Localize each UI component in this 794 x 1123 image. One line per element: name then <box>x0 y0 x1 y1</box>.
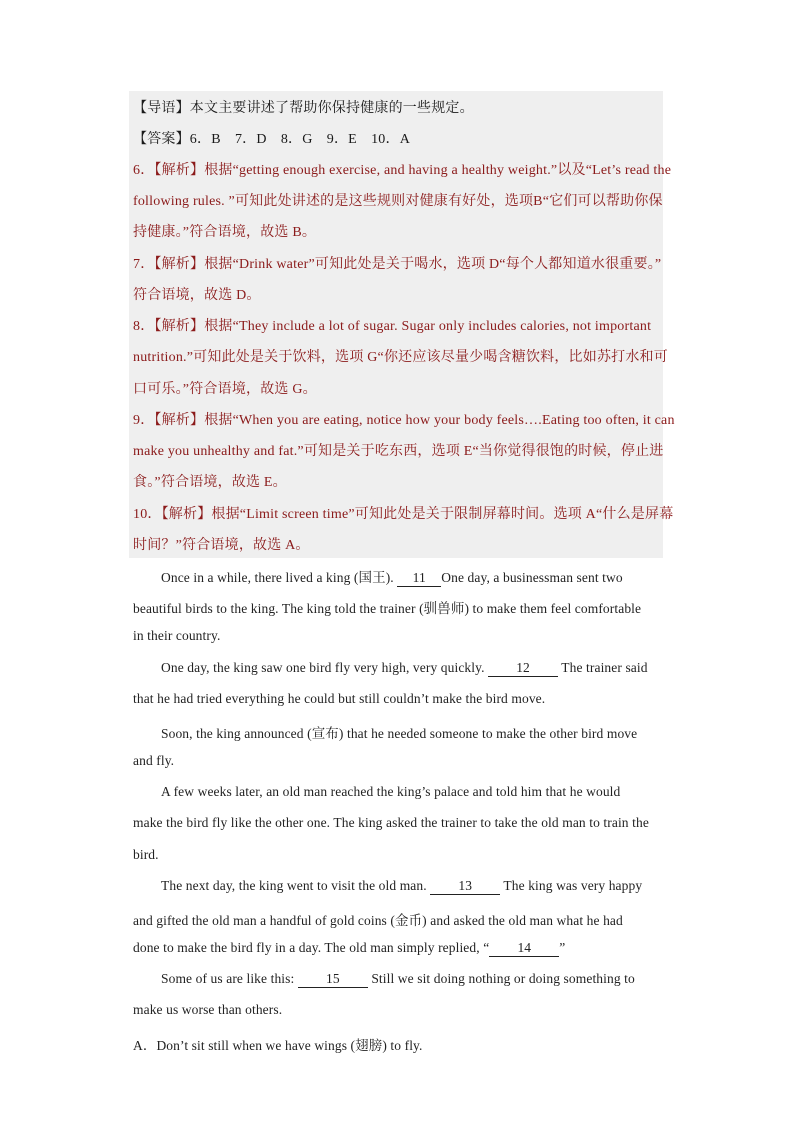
passage-text: Still we sit doing nothing or doing something to <box>367 971 635 986</box>
passage-text: One day, the king saw one bird fly very high, very quickly. <box>161 660 489 675</box>
passage-p6-line-2: make us worse than others. <box>133 1002 283 1017</box>
explanation-9-line-3: 食。”符合语境，故选 E。 <box>133 475 287 490</box>
passage-p3-line-1: Soon, the king announced (宣布) that he needed someone to make the other bird move <box>161 726 638 741</box>
explanation-8-line-1: 8．【解析】根据“They include a lot of sugar. Sugar only includes calories, not important <box>133 319 652 334</box>
option-a: A．Don’t sit still when we have wings (翅膀) to fly. <box>133 1038 423 1053</box>
passage-text: The trainer said <box>558 660 648 675</box>
explanation-8-line-3: 口可乐。”符合语境，故选 G。 <box>133 382 317 397</box>
passage-p6-line-1 <box>161 971 635 988</box>
passage-p2-line-2: that he had tried everything he could but still couldn’t make the bird move. <box>133 691 546 706</box>
blank-12[interactable]: 12 <box>488 660 558 677</box>
passage-text: The next day, the king went to visit the old man. <box>161 878 431 893</box>
explanation-6-line-2: following rules. ”可知此处讲述的是这些规则对健康有好处，选项B“它们可以帮助你保 <box>133 194 663 209</box>
passage-p4-line-3: bird. <box>133 847 159 862</box>
passage-p1-line-1 <box>161 566 623 587</box>
explanation-6-line-3: 持健康。”符合语境，故选 B。 <box>133 225 317 240</box>
explanation-9-line-1: 9．【解析】根据“When you are eating, notice how your body feels….Eating too often, it can <box>133 413 675 428</box>
passage-p4-line-2: make the bird fly like the other one. The king asked the trainer to take the old man to train the <box>133 815 649 830</box>
passage-p1-line-2: beautiful birds to the king. The king told the trainer (驯兽师) to make them feel comfortable <box>133 601 642 616</box>
answer-line: 【答案】6．B 7．D 8．G 9．E 10．A <box>133 132 411 147</box>
explanation-7-line-1: 7．【解析】根据“Drink water”可知此处是关于喝水，选项 D“每个人都知道水很重要。” <box>133 257 662 272</box>
passage-p5-line-2: and gifted the old man a handful of gold coins (金币) and asked the old man what he had <box>133 913 623 928</box>
passage-p3-line-2: and fly. <box>133 753 175 768</box>
explanation-6-line-1: 6．【解析】根据“getting enough exercise, and having a healthy weight.”以及“Let’s read the <box>133 163 672 178</box>
passage-text: Once in a while, there lived a king (国王). <box>161 570 398 585</box>
explanation-10-line-2: 时间？”符合语境，故选 A。 <box>133 538 310 553</box>
explanation-7-line-2: 符合语境，故选 D。 <box>133 288 261 303</box>
passage-text: Some of us are like this: <box>161 971 298 986</box>
passage-p5-line-3 <box>133 940 565 957</box>
blank-14[interactable]: 14 <box>489 940 559 957</box>
explanation-10-line-1: 10．【解析】根据“Limit screen time”可知此处是关于限制屏幕时间。选项 A“什么是屏幕 <box>133 507 674 522</box>
passage-p2-line-1 <box>161 660 648 677</box>
blank-11[interactable]: 11 <box>397 570 441 587</box>
blank-15[interactable]: 15 <box>298 971 368 988</box>
intro-line: 【导语】本文主要讲述了帮助你保持健康的一些规定。 <box>133 101 474 116</box>
passage-text: ” <box>559 940 566 955</box>
passage-text: done to make the bird fly in a day. The old man simply replied, “ <box>133 940 490 955</box>
passage-text: One day, a businessman sent two <box>441 570 623 585</box>
blank-13[interactable]: 13 <box>430 878 500 895</box>
passage-p1-line-3: in their country. <box>133 628 221 643</box>
passage-text: The king was very happy <box>500 878 643 893</box>
explanation-8-line-2: nutrition.”可知此处是关于饮料，选项 G“你还应该尽量少喝含糖饮料，比如苏打水和可 <box>133 350 668 365</box>
explanation-9-line-2: make you unhealthy and fat.”可知是关于吃东西，选项 E“当你觉得很饱的时候，停止进 <box>133 444 664 459</box>
passage-p5-line-1 <box>161 878 642 895</box>
passage-p4-line-1: A few weeks later, an old man reached the king’s palace and told him that he would <box>161 784 621 799</box>
